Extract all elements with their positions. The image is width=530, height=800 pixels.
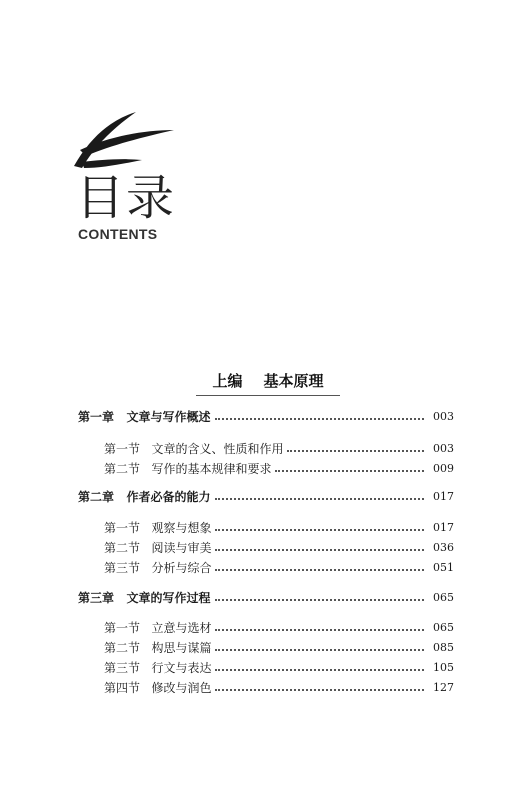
toc-page-number: 003 <box>433 409 454 423</box>
toc-entry-label: 第一章 文章与写作概述 <box>78 409 211 424</box>
toc-page-number: 017 <box>433 489 454 503</box>
toc-section-2-3[interactable] <box>78 557 454 577</box>
toc-section-3-3[interactable] <box>78 657 454 677</box>
toc-page-number: 127 <box>433 680 454 694</box>
leader-dots <box>287 449 424 452</box>
leader-dots <box>275 469 424 472</box>
toc-chapter-1[interactable] <box>78 406 454 426</box>
leader-dots <box>215 528 424 531</box>
toc-entry-label: 第四节 修改与润色 <box>104 680 212 695</box>
toc-section-2-1[interactable] <box>78 517 454 537</box>
toc-page-number: 051 <box>433 560 454 574</box>
toc-section-2-2[interactable] <box>78 537 454 557</box>
toc-page-number: 065 <box>433 620 454 634</box>
toc-page-number: 017 <box>433 520 454 534</box>
toc-chapter-2[interactable] <box>78 486 454 506</box>
toc-entry-label: 第二节 阅读与审美 <box>104 540 212 555</box>
toc-page-number: 105 <box>433 660 454 674</box>
toc-page-number: 036 <box>433 540 454 554</box>
toc-entry-label: 第二节 写作的基本规律和要求 <box>104 461 272 476</box>
leaf-logo-icon <box>70 110 180 172</box>
contents-title-cn: 目录 <box>76 170 177 226</box>
toc-page-number: 003 <box>433 441 454 455</box>
leader-dots <box>215 598 424 601</box>
leader-dots <box>215 417 424 420</box>
toc-page-number: 065 <box>433 590 454 604</box>
toc-entry-label: 第一节 文章的含义、性质和作用 <box>104 441 284 456</box>
toc-section-1-1[interactable] <box>78 438 454 458</box>
leader-dots <box>215 628 424 631</box>
part-title-label: 上编 <box>212 372 243 390</box>
toc-entry-label: 第二节 构思与谋篇 <box>104 640 212 655</box>
leader-dots <box>215 497 424 500</box>
toc-section-3-2[interactable] <box>78 637 454 657</box>
part-title <box>196 370 340 396</box>
toc-section-3-4[interactable] <box>78 677 454 697</box>
contents-title-en: CONTENTS <box>78 226 158 242</box>
toc-entry-label: 第三章 文章的写作过程 <box>78 590 211 605</box>
leader-dots <box>215 648 424 651</box>
toc-entry-label: 第一节 观察与想象 <box>104 520 212 535</box>
toc-page-number: 009 <box>433 461 454 475</box>
toc-section-1-2[interactable] <box>78 458 454 478</box>
toc-entry-label: 第二章 作者必备的能力 <box>78 489 211 504</box>
toc-entry-label: 第一节 立意与选材 <box>104 620 212 635</box>
toc-entry-label: 第三节 分析与综合 <box>104 560 212 575</box>
toc-entry-label: 第三节 行文与表达 <box>104 660 212 675</box>
part-title-name: 基本原理 <box>263 372 324 390</box>
toc-page-number: 085 <box>433 640 454 654</box>
leader-dots <box>215 568 424 571</box>
toc-section-3-1[interactable] <box>78 617 454 637</box>
leader-dots <box>215 688 424 691</box>
toc-chapter-3[interactable] <box>78 587 454 607</box>
leader-dots <box>215 668 424 671</box>
leader-dots <box>215 548 424 551</box>
